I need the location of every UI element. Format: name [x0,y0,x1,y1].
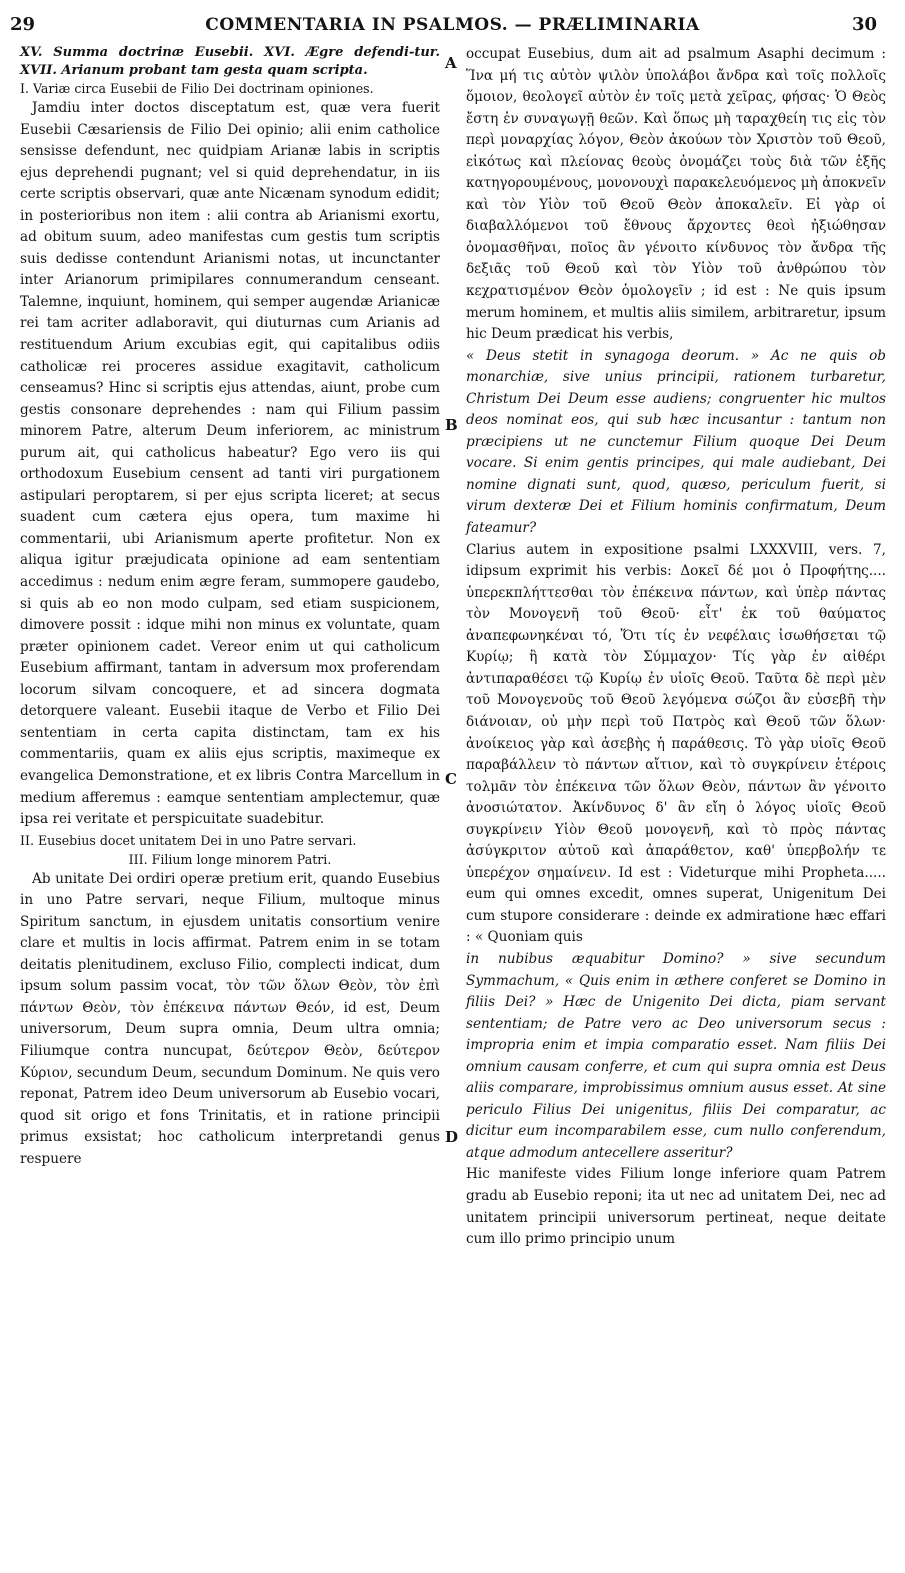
section-heading-1: I. Variæ circa Eusebii de Filio Dei doctrinam opiniones. [20,81,374,96]
paragraph: Hic manifeste vides Filium longe inferiore quam Patrem gradu ab Eusebio reponi; ita ut nec ad unitatem Dei, nec ad unitatem principii universorum pertineat, neque deitate cum illo primo principio unum [466,1166,886,1248]
margin-marker-a: A [445,54,457,72]
paragraph-translation: « Deus stetit in synagoga deorum. » Ac ne quis ob monarchiæ, sive unius principii, rationem turbaretur, Christum Dei Deum esse audiens; congruenter hic multos deos nominat eos, qui sub hæc incusantur : tantum non præcipiens ut ne cunctemur Filium quoque Dei Deum vocare. Si enim gentis principes, qui male audiebant, Dei nomine dignati sunt, quod, quæso, periculum fuerit, si virum dexteræ Dei et Filium hominis confirmatum, Deum fateamur? [466,347,886,537]
paragraph: Clarius autem in expositione psalmi LXXXVIII, vers. 7, idipsum exprimit his verbis: Δοκεῖ δέ μοι ὁ Προφήτης.... ὑπερεκπλήττεσθαι τὸν ἐπέκεινα πάντων, καὶ ὑπὲρ πάντας τὸν Μονογενῆ τοῦ Θεοῦ· εἶτ' ἐκ τοῦ θαύματος ἀναπεφωνηκέναι τό, Ὅτι τίς ἐν νεφέλαις ἰσωθήσεται τῷ Κυρίῳ; ἢ κατὰ τὸν Σύμμαχον· Τίς γὰρ ἐν αἰθέρι ἀντιπαραθέσει τῷ Κυρίῳ ἐν υἱοῖς Θεοῦ. Ταῦτα δὲ περὶ μὲν τοῦ Μονογενοῦς τοῦ Θεοῦ λεγόμενα σώζοι ἂν εὐσεβῆ τὴν διάνοιαν, οὐ μὴν περὶ τοῦ Πατρὸς καὶ Θεοῦ τῶν ὅλων· ἀνοίκειος γὰρ καὶ ἀσεβὴς ἡ παράθεσις. Τὸ γὰρ υἱοῖς Θεοῦ παραβάλλειν τὸ πάντων αἴτιον, καὶ τὸ συγκρίνειν ἑτέροις τολμᾶν τὸν ἐπέκεινα τῶν ὅλων Θεὸν, πάντων ἂν γένοιτο ἀνοσιώτατον. Ἀκίνδυνος δ' ἂν εἴη ὁ λόγος υἱοῖς Θεοῦ συγκρίνειν Υἱὸν Θεοῦ μονογενῆ, καὶ τὸ πρὸς πάντας ἀσύγκριτον αὐτοῦ καὶ ἀπαράθετον, καθ' ὑπερβολήν τε ὑπερέχον σημαίνειν. Id est : Videturque mihi Propheta..... eum qui omnes excedit, omnes superat, Unigenitum Dei cum stupore considerare : deinde ex admiratione hæc effari : « Quoniam quis [466,541,886,946]
paragraph-translation: in nubibus æquabitur Domino? » sive secundum Symmachum, « Quis enim in æthere conferet se Domino in filiis Dei? » Hæc de Unigenito Dei dicta, piam servant sententiam; de Patre vero ac Deo universorum secus : impropria enim et impia comparatio esset. Nam filiis Dei omnium causam conferre, et cum qui supra omnia est Deus aliis comparare, improbissimus omnium ausus esset. At sine periculo Filius Dei unigenitus, filiis Dei comparatur, ac dicitur eum incomparabilem esse, cum nullo conferendum, atque admodum antecellere asseritur? [466,950,886,1161]
section-heading-3: III. Filium longe minorem Patri. [128,851,332,867]
paragraph: Jamdiu inter doctos disceptatum est, quæ vera fuerit Eusebii Cæsariensis de Filio Dei opinio; alii enim catholice sensisse defendunt, nec quidpiam Arianæ labis in scriptis ejus deprehendi pugnant; vel si quid deprehendatur, in iis certe scriptis observari, quæ ante Nicænam synodum edidit; in posterioribus non item : alii contra ab Arianismi exortu, ad obitum suum, adeo manifestas cum gestis tum scriptis suis dedisse contendunt Arianismi notas, ut incunctanter inter Arianorum primipilares connumerandum censeant. Talemne, inquiunt, hominem, qui semper augendæ Arianicæ rei tam acriter adlaboravit, qui diuturnas cum Arianis ad restituendum Arium excubias egit, qui capitalibus odiis catholicæ rei proceres assidue exagitavit, catholicum censeamus? Hinc si scriptis ejus attendas, aiunt, probe cum gestis consonare deprehendes : nam qui Filium passim minorem Patre, alterum Deum inferiorem, ac ministrum purum ait, qui catholicus habeatur? Ego vero iis qui orthodoxum Eusebium censent ad tanti viri purgationem astipulari peroptarem, si per ejus scripta liceret; at secus suadent cum cætera ejus opera, tum maxime hi commentarii, ubi Arianismum aperte profitetur. Non ex aliqua igitur præjudicata opinione ad eam sententiam accedimus : nedum enim ægre feram, summopere gaudebo, si quis ab eo non modo culpam, sed etiam suspicionem, dimovere possit : idque mihi non minus ex voluntate, quam præter opinionem cadet. Vereor enim ut qui catholicum Eusebium affirmant, tantam in adversum mox proferendam locorum silvam concoquere, et ad sincera dogmata detorquere valeant. Eusebii itaque de Verbo et Filio Dei sententiam in certa capita distinctam, tam ex his commentariis, quam ex aliis ejus scriptis, maximeque ex evangelica Demonstratione, et ex libris Contra Marcellum in medium afferemus : eamque sententiam amplectemur, quæ ipsa rei veritate et perspicuitate suadebitur. [20,100,440,828]
section-heading-2: II. Eusebius docet unitatem Dei in uno Patre servari. [20,832,357,848]
right-column [466,44,886,1251]
margin-marker-b: B [445,416,458,434]
chapter-summary: XV. Summa doctrinæ Eusebii. XVI. Ægre defendi-tur. XVII. Arianum probant tam gesta quam scripta. [20,45,440,78]
page-number-left: 29 [10,14,36,35]
left-column [20,44,440,1170]
margin-marker-d: D [445,1128,459,1146]
page-number-right: 30 [851,14,877,35]
margin-marker-c: C [445,770,457,788]
paragraph: Ab unitate Dei ordiri operæ pretium erit, quando Eusebius in uno Patre servari, neque Filium, multoque minus Spiritum sanctum, in ejusdem unitatis consortium venire clare et multis in locis affirmat. Patrem enim in se totam deitatis plenitudinem, excluso Filio, complecti indicat, dum ipsum solum passim vocat, τὸν τῶν ὅλων Θεὸν, τὸν ἐπὶ πάντων Θεὸν, τὸν ἐπέκεινα πάντων Θεόν, id est, Deum universorum, Deum supra omnia, Deum ultra omnia; Filiumque contra nuncupat, δεύτερον Θεὸν, δεύτερον Κύριον, secundum Deum, secundum Dominum. Ne quis vero reponat, Patrem ideo Deum universorum ab Eusebio vocari, quod sit origo et fons Trinitatis, et in ratione principii primus exsistat; hoc catholicum interpretandi genus respuere [20,870,440,1167]
page-header [0,0,905,34]
running-title: COMMENTARIA IN PSALMOS. — PRÆLIMINARIA [205,15,700,35]
paragraph: occupat Eusebius, dum ait ad psalmum Asaphi decimum : Ἵνα μή τις αὐτὸν ψιλὸν ὑπολάβοι ἄνδρα καὶ τοῖς πολλοῖς ὅμοιον, θεολογεῖ αὐτὸν ἐν τοῖς μετὰ χεῖρας, φήσας· Ὁ Θεὸς ἔστη ἐν συναγωγῇ θεῶν. Καὶ ὅπως μὴ ταραχθείη τις εἰς τὸν περὶ μοναρχίας λόγον, Θεὸν ἀκούων τὸν Χριστὸν τοῦ Θεοῦ, εἰκότως καὶ πλείονας θεοὺς ὀνομάζει τοὺς διὰ τῶν ἑξῆς κατηγορουμένους, μονονουχὶ παρακελευόμενος μὴ ἀποκνεῖν καὶ τὸν Υἱὸν τοῦ Θεοῦ Θεὸν ἀποκαλεῖν. Εἰ γὰρ οἱ διαβαλλόμενοι τοῦ ἔθνους ἄρχοντες θεοὶ ἠξιώθησαν ὀνομασθῆναι, ποῖος ἂν γένοιτο κίνδυνος τὸν ἄνδρα τῆς δεξιᾶς τοῦ Θεοῦ καὶ τὸν Υἱὸν τοῦ ἀνθρώπου τὸν κεχρατισμένον Θεὸν ὁμολογεῖν ; id est : Ne quis ipsum merum hominem, et multis aliis similem, arbitraretur, ipsum hic Deum prædicat his verbis, [466,46,886,343]
